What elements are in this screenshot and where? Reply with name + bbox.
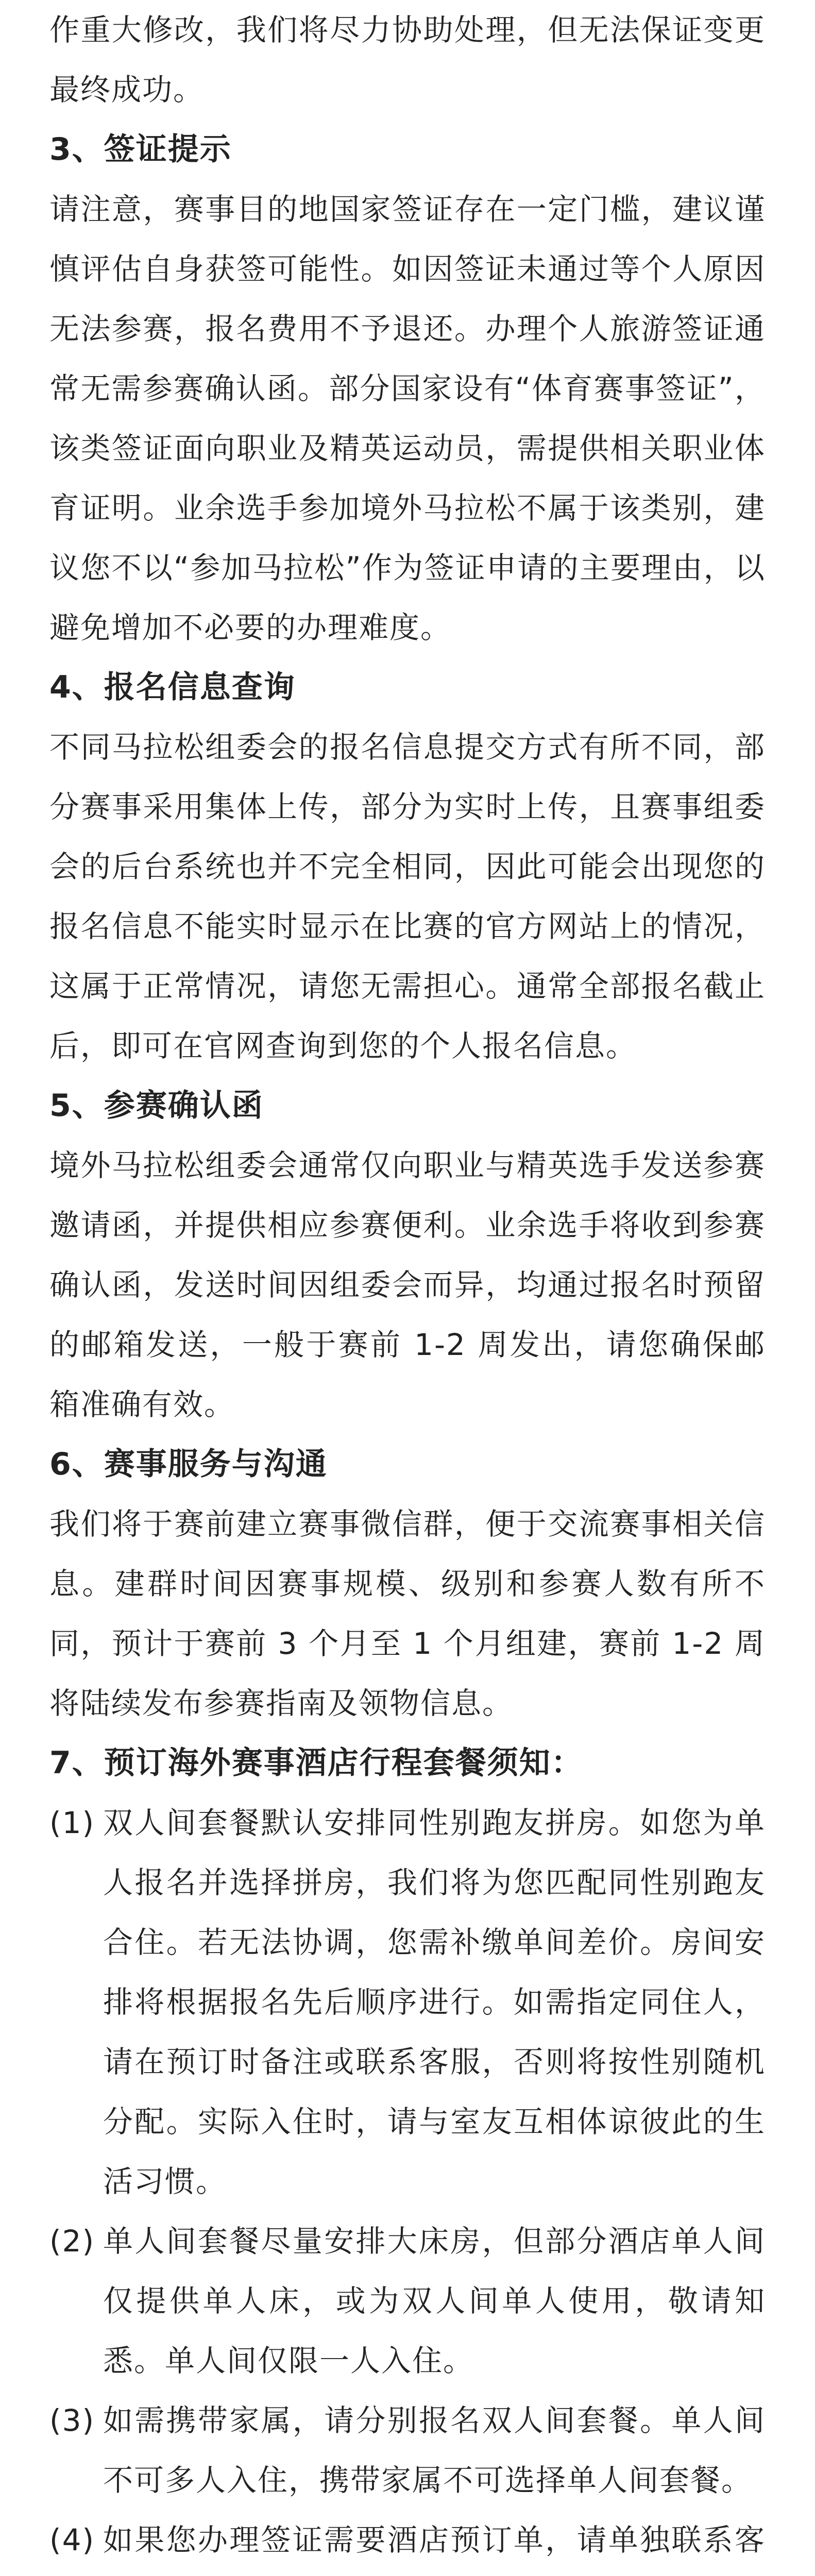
hotel-note-number: (1) (49, 1805, 95, 1840)
hotel-note-item (49, 2391, 766, 2510)
intro-paragraph: 作重大修改，我们将尽力协助处理，但无法保证变更最终成功。 (49, 12, 766, 107)
hotel-note-item (49, 1793, 766, 2211)
hotel-note-text: 双人间套餐默认安排同性别跑友拼房。如您为单人报名并选择拼房，我们将为您匹配同性别跑友合住。若无法协调，您需补缴单间差价。房间安排将根据报名先后顺序进行。如需指定同住人，请在预订时备注或联系客服，否则将按性别随机分配。实际入住时，请与室友互相体谅彼此的生活习惯。 (103, 1805, 766, 2199)
section-body-visa: 请注意，赛事目的地国家签证存在一定门槛，建议谨慎评估自身获签可能性。如因签证未通过等个人原因无法参赛，报名费用不予退还。办理个人旅游签证通常无需参赛确认函。部分国家设有“体育赛事签证”，该类签证面向职业及精英运动员，需提供相关职业体育证明。业余选手参加境外马拉松不属于该类别，建议您不以“参加马拉松”作为签证申请的主要理由，以避免增加不必要的办理难度。 (49, 192, 766, 645)
hotel-note-number: (4) (49, 2522, 95, 2557)
section-heading-confirmation-letter: 5、参赛确认函 (49, 1088, 264, 1124)
hotel-note-text: 如果您办理签证需要酒店预订单，请单独联系客 (103, 2522, 766, 2557)
hotel-note-number: (3) (49, 2403, 95, 2438)
hotel-note-text: 如需携带家属，请分别报名双人间套餐。单人间不可多人入住，携带家属不可选择单人间套餐。 (103, 2403, 766, 2498)
section-heading-service: 6、赛事服务与沟通 (49, 1446, 328, 1482)
section-body-confirmation-letter: 境外马拉松组委会通常仅向职业与精英选手发送参赛邀请函，并提供相应参赛便利。业余选手将收到参赛确认函，发送时间因组委会而异，均通过报名时预留的邮箱发送，一般于赛前 1-2 周发出，请您确保邮箱准确有效。 (49, 1148, 766, 1422)
section-body-registration-query: 不同马拉松组委会的报名信息提交方式有所不同，部分赛事采用集体上传，部分为实时上传，且赛事组委会的后台系统也并不完全相同，因此可能会出现您的报名信息不能实时显示在比赛的官方网站上的情况，这属于正常情况，请您无需担心。通常全部报名截止后，即可在官网查询到您的个人报名信息。 (49, 730, 766, 1063)
section-heading-visa: 3、签证提示 (49, 131, 232, 167)
hotel-note-number: (2) (49, 2224, 95, 2259)
document-body (49, 0, 766, 2576)
section-heading-hotel: 7、预订海外赛事酒店行程套餐须知： (49, 1745, 583, 1781)
section-body-service: 我们将于赛前建立赛事微信群，便于交流赛事相关信息。建群时间因赛事规模、级别和参赛人数有所不同，预计于赛前 3 个月至 1 个月组建，赛前 1-2 周将陆续发布参赛指南及领物信息。 (49, 1506, 766, 1721)
section-heading-registration-query: 4、报名信息查询 (49, 669, 296, 705)
hotel-note-text: 单人间套餐尽量安排大床房，但部分酒店单人间仅提供单人床，或为双人间单人使用，敬请知悉。单人间仅限一人入住。 (103, 2224, 766, 2378)
hotel-note-item (49, 2211, 766, 2391)
hotel-note-item (49, 2510, 766, 2576)
